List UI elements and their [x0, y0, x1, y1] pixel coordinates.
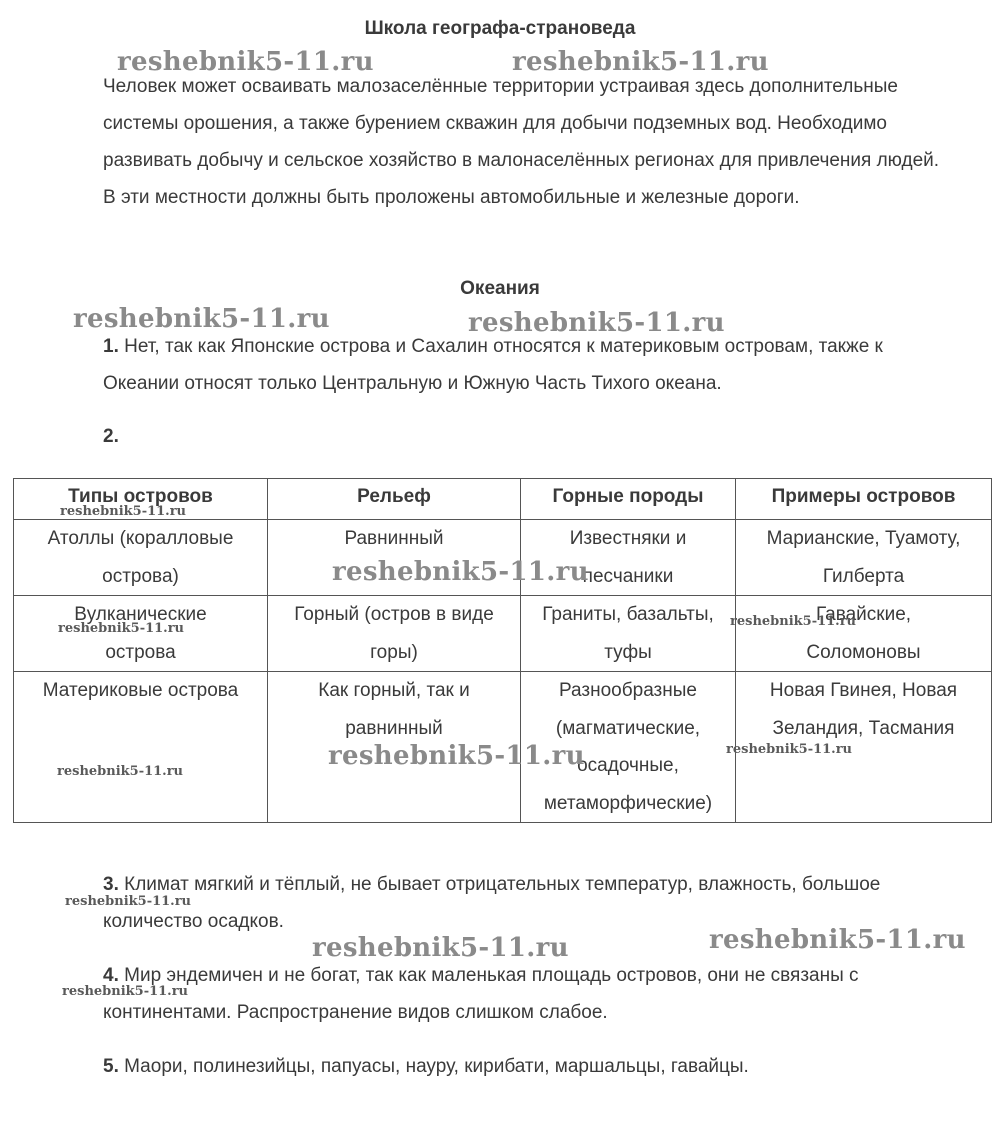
header-relief: Рельеф [268, 479, 521, 520]
answer-number: 4. [103, 965, 119, 986]
watermark: reshebnik5-11.ru [312, 933, 569, 963]
table-cell: Горный (остров в виде горы) [268, 596, 521, 672]
table-cell: Как горный, так и равнинный [268, 672, 521, 823]
header-rocks: Горные породы [521, 479, 736, 520]
table-cell: Атоллы (коралловые острова) [14, 520, 268, 596]
watermark: reshebnik5-11.ru [512, 47, 769, 77]
table-cell: Материковые острова [14, 672, 268, 823]
answer-5 [103, 1048, 953, 1085]
paragraph-school: Человек может осваивать малозаселённые территории устраивая здесь дополнительные системы орошения, а также бурением скважин для добычи подземных вод. Необходимо развивать добычу и сельское хозяйство в малонаселённых регионах для привлечения людей. В эти местности должны быть проложены автомобильные и железные дороги. [103, 76, 940, 208]
watermark: reshebnik5-11.ru [65, 894, 192, 909]
watermark: reshebnik5-11.ru [726, 742, 853, 757]
answer-2 [103, 418, 953, 455]
header-examples: Примеры островов [736, 479, 992, 520]
watermark: reshebnik5-11.ru [117, 47, 374, 77]
watermark: reshebnik5-11.ru [328, 741, 585, 771]
table-cell: Равнинный [268, 520, 521, 596]
table-cell: Гавайские, Соломоновы [736, 596, 992, 672]
header-island-type: Типы островов [14, 479, 268, 520]
table-row [14, 672, 992, 823]
answer-text: Климат мягкий и тёплый, не бывает отрицательных температур, влажность, большое количество осадков. [103, 874, 881, 932]
answer-4 [103, 957, 953, 1031]
table-row [14, 596, 992, 672]
table-cell: Разнообразные (магматические, осадочные, метаморфические) [521, 672, 736, 823]
answer-1 [103, 328, 953, 402]
watermark: reshebnik5-11.ru [468, 308, 725, 338]
table-header-row [14, 479, 992, 520]
watermark: reshebnik5-11.ru [730, 614, 857, 629]
table-cell: Известняки и песчаники [521, 520, 736, 596]
table-row [14, 520, 992, 596]
section-title-oceania: Океания [460, 278, 540, 299]
answer-number: 3. [103, 874, 119, 895]
section-title-school: Школа географа-страноведа [364, 18, 636, 39]
watermark: reshebnik5-11.ru [58, 621, 185, 636]
watermark: reshebnik5-11.ru [332, 557, 589, 587]
answer-number: 5. [103, 1056, 119, 1077]
answer-number: 2. [103, 426, 119, 447]
answer-text: Мир эндемичен и не богат, так как маленькая площадь островов, они не связаны с континентами. Распространение видов слишком слабое. [103, 965, 859, 1023]
table-cell: Граниты, базальты, туфы [521, 596, 736, 672]
watermark: reshebnik5-11.ru [62, 984, 189, 999]
answer-number: 1. [103, 336, 119, 357]
watermark: reshebnik5-11.ru [709, 925, 966, 955]
answer-3 [103, 866, 953, 940]
watermark: reshebnik5-11.ru [57, 764, 184, 779]
table-cell: Марианские, Туамоту, Гилберта [736, 520, 992, 596]
table-cell: Новая Гвинея, Новая Зеландия, Тасмания [736, 672, 992, 823]
answer-text: Нет, так как Японские острова и Сахалин относятся к материковым островам, также к Океании относят только Центральную и Южную Часть Тихого океана. [103, 336, 883, 394]
answer-text: Маори, полинезийцы, папуасы, науру, кирибати, маршальцы, гавайцы. [124, 1056, 749, 1077]
watermark: reshebnik5-11.ru [60, 504, 187, 519]
watermark: reshebnik5-11.ru [73, 304, 330, 334]
islands-table [13, 478, 992, 823]
table-cell: Вулканические острова [14, 596, 268, 672]
